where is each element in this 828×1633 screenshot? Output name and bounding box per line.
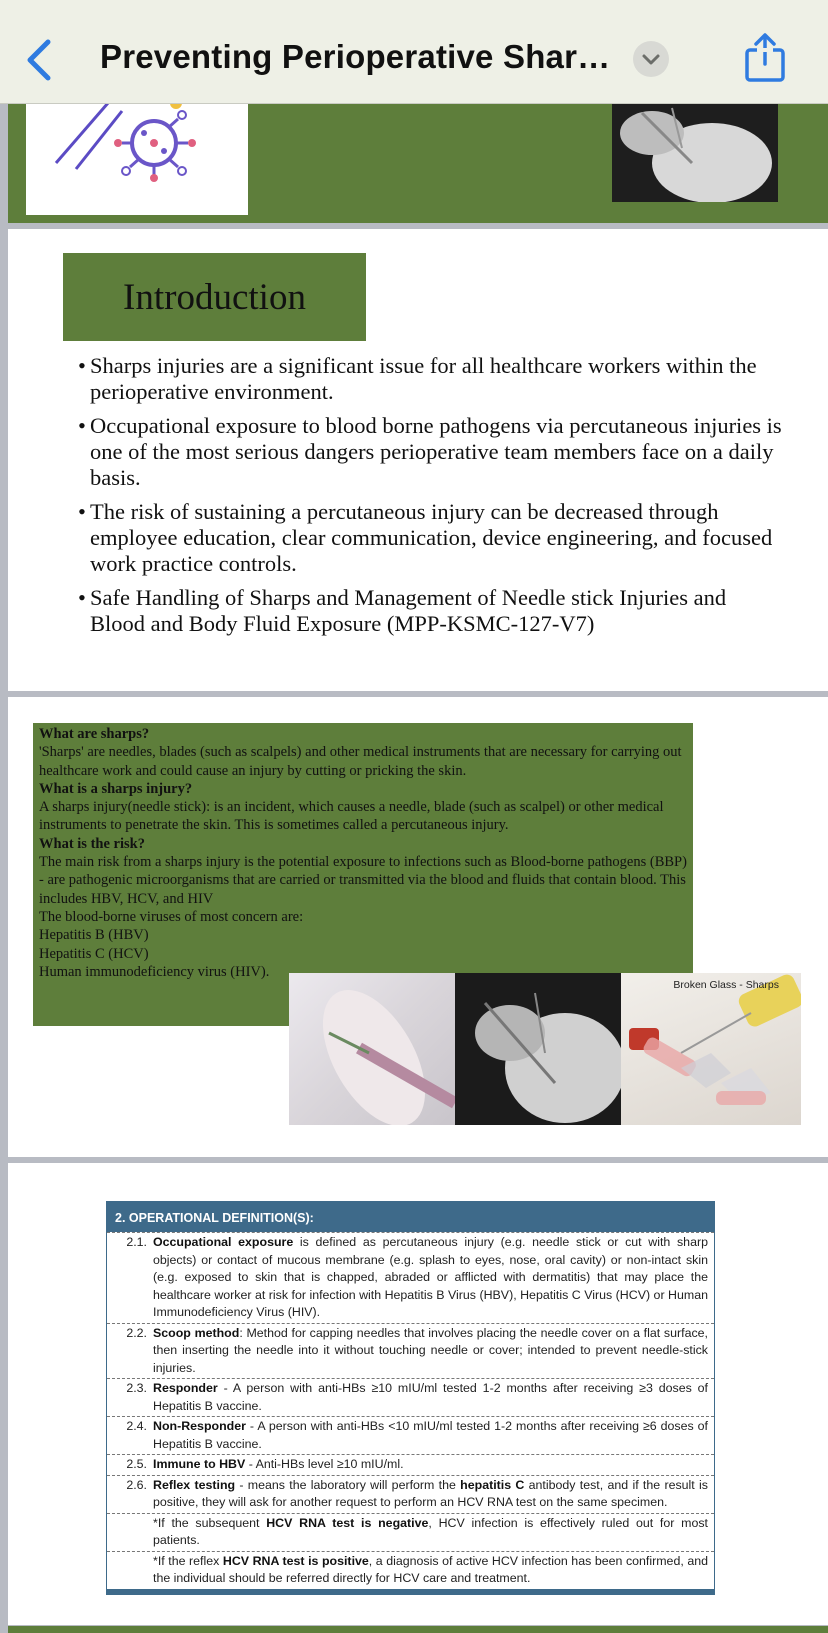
table-row xyxy=(107,1416,714,1454)
virus-item: Hepatitis B (HBV) xyxy=(39,927,149,944)
answer-what-are-sharps: 'Sharps' are needles, blades (such as scalpels) and other medical instruments that are necessary for carrying out healthcare work and could cause an injury by cutting or pricking the skin. xyxy=(39,744,682,779)
definition-term: Scoop method xyxy=(153,1325,240,1340)
definition-text: - means the laboratory will perform the xyxy=(235,1477,461,1492)
definition-text: is defined as percutaneous injury (e.g. needle stick or cut with sharp objects) or contact of mucous membrane (e.g. splash to eyes, nose, oral cavity) or non-intact skin (e.g. exposed to skin that is chapped, abraded or afflicted with dermatitis) that may place the healthcare worker at risk for infection with Hepatitis B Virus (HBV), Hepatitis C Virus (HCV) or Human Immunodeficiency Virus (HIV). xyxy=(153,1235,708,1319)
virus-illustration xyxy=(26,103,248,215)
virus-item: Hepatitis C (HCV) xyxy=(39,945,149,962)
note-text: *If the subsequent xyxy=(153,1515,267,1530)
introduction-heading: Introduction xyxy=(123,276,306,318)
title-menu-button[interactable] xyxy=(633,41,669,77)
table-row xyxy=(107,1454,714,1475)
answer-what-is-risk: The main risk from a sharps injury is the potential exposure to infections such as Blood-borne pathogens (BBP) - are pathogenic microorganisms that are carried or transmitted via the blood and fluids that contain blood. This includes HBV, HCV, and HIV xyxy=(39,854,687,907)
chevron-down-icon xyxy=(633,41,669,77)
virus-icon xyxy=(26,103,248,215)
sharps-photo-strip xyxy=(289,973,801,1125)
table-footer-bar xyxy=(107,1589,714,1594)
chevron-left-icon[interactable] xyxy=(22,38,58,82)
note-emphasis: HCV RNA test is negative xyxy=(266,1515,429,1530)
slide-operational-definitions xyxy=(8,1163,828,1625)
question-what-is-risk: What is the risk? xyxy=(39,835,145,852)
definition-text: : Method for capping needles that involves placing the needle cover on a flat surface, then inserting the needle into it without touching needle or cover; intended to prevent needle-stick injuries. xyxy=(153,1325,708,1375)
definition-text: antibody test, and if the result is positive, they will ask for another request to perform an HCV RNA test on the same specimen. xyxy=(153,1477,708,1509)
surgical-hands-graphic xyxy=(612,103,778,202)
table-row-note xyxy=(107,1513,714,1551)
definitions-table xyxy=(106,1201,715,1595)
definition-text: - A person with anti-HBs <10 mIU/ml tested 1-2 months after receiving ≥6 doses of Hepatitis B vaccine. xyxy=(153,1419,708,1451)
note-text: *If the reflex xyxy=(153,1553,223,1568)
surgical-needle-graphic xyxy=(455,973,621,1125)
note-text: , HCV infection is effectively ruled out for most patients. xyxy=(153,1515,708,1547)
row-number: 2.4. xyxy=(126,1419,147,1433)
row-number: 2.5. xyxy=(126,1457,147,1471)
question-what-are-sharps: What are sharps? xyxy=(39,726,150,742)
bullet-item: • Occupational exposure to blood borne pathogens via percutaneous injuries is one of the most serious dangers perioperative team members face on a daily basis. xyxy=(66,413,786,491)
bullet-item: • Safe Handling of Sharps and Management of Needle stick Injuries and Blood and Body Fluid Exposure (MPP-KSMC-127-V7) xyxy=(66,585,786,637)
table-row xyxy=(107,1378,714,1416)
bullet-item: • The risk of sustaining a percutaneous injury can be decreased through employee education, clear communication, device engineering, and focused work practice controls. xyxy=(66,499,786,577)
row-number: 2.3. xyxy=(126,1381,147,1395)
row-number: 2.6. xyxy=(126,1477,147,1492)
needle-finger-graphic xyxy=(289,973,455,1125)
slide-sharps-info xyxy=(8,697,828,1157)
viruses-of-concern-label: The blood-borne viruses of most concern are: xyxy=(39,908,304,925)
document-title: Preventing Perioperative Shar… xyxy=(100,38,611,75)
definition-text: - Anti-HBs level ≥10 mIU/ml. xyxy=(245,1457,404,1471)
definition-text: - A person with anti-HBs ≥10 mIU/ml tested 1-2 months after receiving ≥3 doses of Hepatitis B vaccine. xyxy=(153,1381,708,1413)
definition-term: Reflex testing xyxy=(153,1477,236,1492)
table-row xyxy=(107,1323,714,1379)
table-header: 2. OPERATIONAL DEFINITION(S): xyxy=(107,1202,714,1232)
question-what-is-sharps-injury: What is a sharps injury? xyxy=(39,780,193,797)
note-text: , a diagnosis of active HCV infection has been confirmed, and the individual should be referred directly for HCV care and treatment. xyxy=(153,1553,709,1585)
definition-emphasis: hepatitis C xyxy=(460,1477,525,1492)
table-row-note xyxy=(107,1551,714,1589)
row-number: 2.1. xyxy=(126,1235,147,1249)
broken-glass-graphic xyxy=(621,973,801,1125)
share-icon[interactable] xyxy=(743,32,787,84)
next-slide-edge xyxy=(8,1626,828,1633)
definition-term: Immune to HBV xyxy=(153,1457,246,1471)
slide-introduction xyxy=(8,229,828,691)
navigation-bar xyxy=(0,0,828,104)
note-emphasis: HCV RNA test is positive xyxy=(222,1553,369,1568)
table-row xyxy=(107,1475,714,1513)
answer-what-is-sharps-injury: A sharps injury(needle stick): is an incident, which causes a needle, blade (such as scalpel) or other medical instruments to penetrate the skin. This is sometimes called a percutaneous injury. xyxy=(39,799,664,834)
surgical-needle-photo xyxy=(455,973,621,1125)
row-number: 2.2. xyxy=(126,1325,147,1340)
virus-item: Human immunodeficiency virus (HIV). xyxy=(39,963,270,980)
broken-glass-label: Broken Glass - Sharps xyxy=(673,979,779,991)
definition-term: Non-Responder xyxy=(153,1419,246,1433)
broken-glass-photo xyxy=(621,973,801,1125)
bullet-item: • Sharps injuries are a significant issue for all healthcare workers within the perioperative environment. xyxy=(66,353,786,405)
needle-finger-photo xyxy=(289,973,455,1125)
introduction-heading-box xyxy=(63,253,366,341)
slide-1-fragment xyxy=(8,103,828,223)
introduction-bullet-list xyxy=(66,353,786,645)
definition-term: Occupational exposure xyxy=(153,1235,294,1249)
definition-term: Responder xyxy=(153,1381,218,1395)
surgical-hands-photo xyxy=(612,103,778,202)
table-row xyxy=(107,1232,714,1323)
